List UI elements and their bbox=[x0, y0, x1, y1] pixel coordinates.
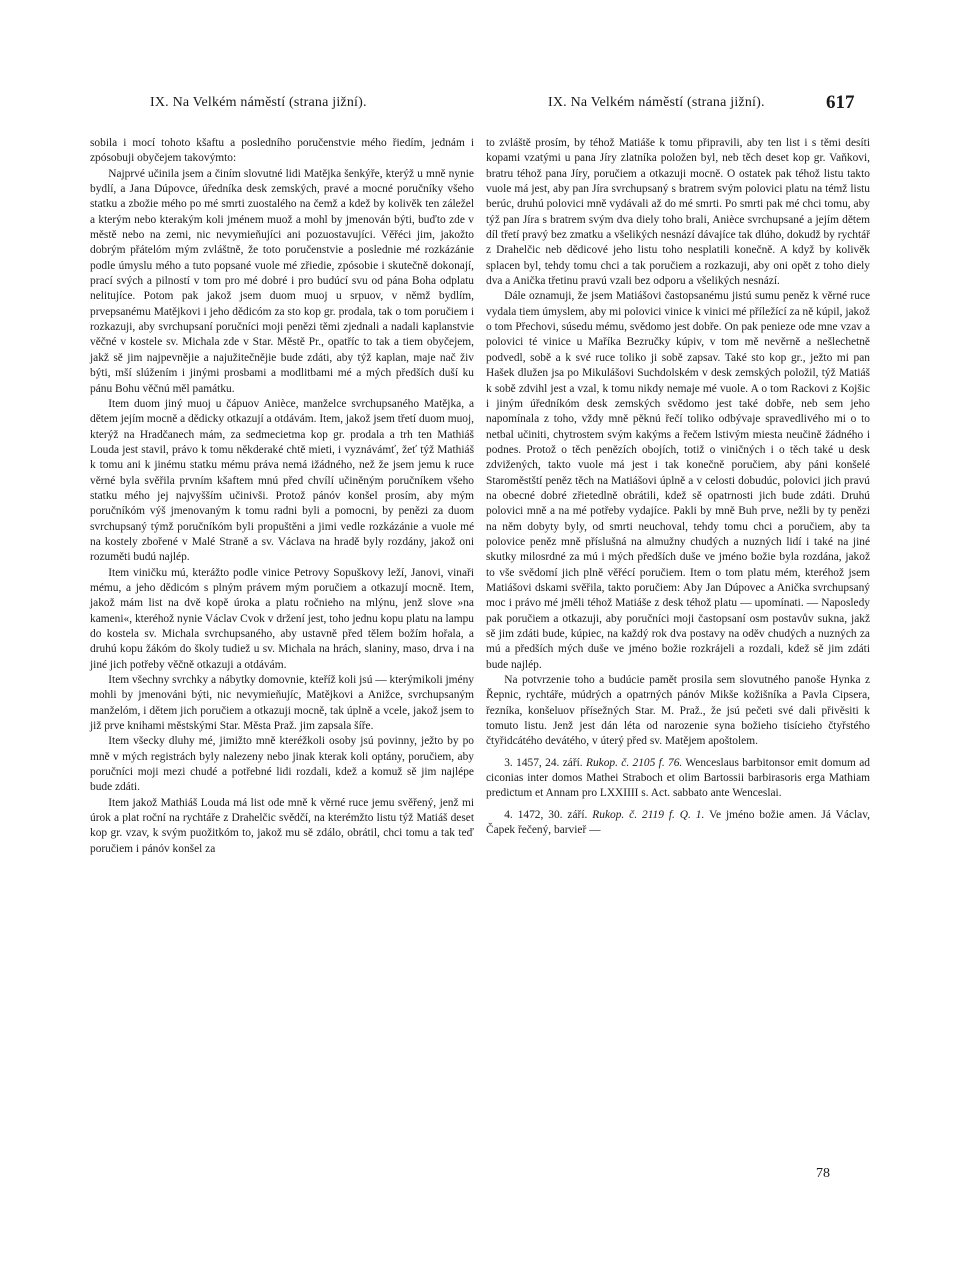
paragraph: Najprvé učinila jsem a činím slovutné lidi Matějka šenkýře, kterýž u mně nynie bydlí, a Jana Dúpovce, úředníka desk zemských, pravé a mocné poručníky všeho statku a zbožie mého po mé smrti zuostalého na čemž a kdež by kolivěk ten záležel a kterým nebo kterakým koli jménem muož a mohl by jmenován býti, buďto zde v městě nebo na zemi, nic nevymieňujíci ani pozuostavujíci. Věřéci jim, jakožto dobrým přátelóm mým zvláštně, že toto poručenstvie a poslednie mé rozkázánie podle úmyslu mého a tuto popsané vuole mé zřiedie, zpósobie i skutečně dokonají, prací svých a pilností v tom pro mé dobré i pro budúcí svu od pána Boha odplatu nelitujíce. Potom pak jakož jsem duom muoj u srpuov, v němž bydlím, prvepsanému Matějkovi i jeho dědicóm za sto kop gr. prodala, tak o tom poručiem i rozkazuji, aby svrchupsaní poručníci moji penězi těmi zjednali a nadali kaplanstvie věčné v kostele sv. Michala zde v Star. Městě Pr., opatříc to tak a tiem obyčejem, jakž sě jim najpevnějie a najužitečnějie bude zdáti, aby týž kaplan, maje nač živ býti, mší slúžením i jinými prosbami a modlitbami mé a mých předších duší ku pánu Bohu věčnú měl památku. bbox=[90, 167, 474, 395]
paragraph: sobila i mocí tohoto kšaftu a posledního poručenstvie mého řiedím, jednám i zpósobuji obyčejem takovýmto: bbox=[90, 137, 474, 165]
page-number: 617 bbox=[826, 92, 855, 113]
paragraph: Dále oznamuji, že jsem Matiášovi častopsanému jistú sumu peněz k věrné ruce vydala tiem úmyslem, aby mi polovici vinice k vinici mé příležící za ně kúpil, jakož o tom Přechovi, súsedu mému, svědomo jest dobře. On pak penieze ode mne vzav a polovici té vinice u Maříka Bezručky kúpiv, v tom mě nevěrně a nešlechetně podvedl, sobě a k své ruce toliko ji sobě zapsav. Také sto kop gr., ježto mi pan Hašek dlužen jsa po Mikulášovi Suchdolském v desk zemských položil, týž Matiáš k sobě zdvihl jest a vzal, k tomu nikdy nemaje mé vuole. A o tom Rackovi z Kojšic i jiným úředníkóm desk zemských svědomo jest také dobře, neb sem jeho napomínala z toho, vždy mně pěknú řečí toliko odbývaje spravedlivého mi o to netbal učiniti, chytrostem svým kakýms a řečem lstivým miesta neučině žádného i podnes. Protož o těch penězích obojích, totiž o viničných i o těch také u desk zdvižených, takto vuole má jest i tak konečně poručiem, aby páni konšelé Staroměstští peněz těch na Matiášovi úplně a v celosti dobudúc, polovici jich pravú na obecné dobré zřietedlně obrátili, kdež sě opatrnosti jich bude zdáti. Druhú polovici mně a na mé potřeby vydajíce. Pakli by mně Buh prve, nežli by ty penězi na něm dobyty byly, od smrti neuchoval, tehdy tomu chci a poručiem, aby ta polovice peněz mně příslušná na almužny chudých a nuzných lidí i také na jiné skutky milosrdné za mú i mých předších duše ve jméno božie byla rozdána, jakož to vše svědomí jich plně věřécí poručiem. Item o tom platu mém, kteréhož jsem Matiášovi dskami svěřila, takto poručiem: Aby Jan Dúpovec a Anička svrchupsaný moc i právo mé jměli téhož Matiáše z desk téhož platu — upomínati. — Naposledy pak poručiem a otkazuji, aby poručníci moji častopsaní osm postavův sukna, jakž sě jim zdáti bude, kúpiec, na každý rok dva postavy na oděv chudých a nuzných za mú a předších mých duše ve jméno božie rozkrájeli a rozdali, kdež sě jim zdáti bude najlép. bbox=[486, 290, 870, 671]
signature-mark: 78 bbox=[816, 1166, 830, 1181]
paragraph: Item viničku mú, kterážto podle vinice Petrovy Sopuškovy leží, Janovi, vinaři mému, a jeho dědicóm s plným právem mým poručiem a otkazují mocně. Item, jakož mám list na dvě kopě úroka a platu ročnieho na mlýnu, jenž slove »na kameni«, kteréhož nynie Václav Cvok v držení jest, toho jednu kopu platu na lampu do kostela sv. Michala svrchupsaného, aby ustavně před tělem božím hořala, a druhú kopu žákóm do školy tudiež u sv. Michala na hrách, slaniny, maso, drva i na jiné jich potřeby věčně otkazuji a otdávám. bbox=[90, 566, 474, 671]
entry-text: Wenceslaus barbitonsor emit domum ad ciconias inter domos Mathei Straboch et olim Bartossii barbirasoris erga Mathiam predictum et Annam pro LXXIIII s. Act. sabbato ante Wenceslai. bbox=[486, 756, 870, 800]
entry-text: Ve jméno božie amen. Já Václav, Čapek řečený, barvieř — bbox=[486, 808, 870, 837]
paragraph: Na potvrzenie toho a budúcie pamět prosila sem slovutného panoše Hynka z Řepnic, rychtáře, múdrých a opatrných pánóv Mikše kožišníka a Pavla Cipsera, řezníka, konšeluov přísežných Star. M. Praž., že jsú pečeti své dali přivěsiti k tomuto listu. Jenž jest dán léta od narozenie syna božieho tisícieho čtyřstého čtyřidcátého devátého, v úterý před sv. Matějem apoštolem. bbox=[486, 674, 870, 748]
archive-entry-3 bbox=[486, 756, 870, 802]
paragraph: Item jakož Mathiáš Louda má list ode mně k věrné ruce jemu svěřený, jenž mi úrok a plat roční na rychtáře z Drahelčic svědčí, na kterémžto listu týž Matiáš deset kop gr. vzav, k svým puožitkóm to, jakož mu sě zdálo, obrátil, chci tomu a tak teď poručiem i pánóv konšel za bbox=[90, 796, 474, 855]
paragraph: Item duom jiný muoj u čápuov Anièce, manželce svrchupsaného Matějka, a dětem jejím mocně a dědicky otkazují a otdávám. Item, jakož jsem třetí duom muoj, kterýž na Hradčanech mám, za sedmecietma kop gr. prodala a trh ten Mathiáš Louda jest stavil, právo k tomu někderaké chtě mieti, i vyznávámť, žeť týž Mathiáš k tomu ani k jinému statku mému práva nemá ižádného, než že jsem jemu k ruce věrné byla svěřila prvním kšaftem mnú před chvílí učiněným poručníkem všeho statku mého jej najvyšším učinivši. Protož pánóv konšel prosím, aby mým poručníkóm výš jmenovaným k tomu radni byli a pomocni, by penězi za duom svrchupsaný týmž poručníkóm byli propuštěni a jimi vedle rozkázánie a vuole mé na kostely zbořené v Malé Straně a sv. Václava na hradě byly rozdány, jakož oni rozuměti budú najlép. bbox=[90, 397, 475, 564]
right-column bbox=[486, 136, 870, 838]
running-header-right: IX. Na Velkém náměstí (strana jižní). bbox=[548, 95, 765, 110]
paragraph: Item všecky dluhy mé, jimižto mně kteréžkoli osoby jsú povinny, ježto by po mně v mých registrách byly nalezeny nebo jinak kterak koli optány, poručiem, aby poručníci moji mezi chudé a potřebné lidi rozdali, kdež a komuž sě jim najlépe bude zdáti. bbox=[90, 735, 474, 794]
entry-date: 1457, 24. září. bbox=[516, 756, 583, 769]
paragraph: Item všechny svrchky a nábytky domovnie, kteříž koli jsú — kterýmikoli jmény mohli by jmenováni býti, nic nevymieňujíc, Matějkovi a Anižce, svrchupsaným manželóm, i dětem jich poručiem a otkazuji mocně, tak úplně a vcele, jakož jsem to již prve knihami městskými Star. Města Praž. jim zapsala šíře. bbox=[90, 674, 474, 733]
entry-number: 4. bbox=[504, 808, 513, 821]
archive-entry-4 bbox=[486, 808, 870, 839]
entry-reference: Rukop. č. 2119 f. Q. 1. bbox=[592, 808, 705, 821]
left-column bbox=[90, 136, 474, 857]
running-header-left: IX. Na Velkém náměstí (strana jižní). bbox=[150, 95, 367, 110]
paragraph: to zvláště prosím, by téhož Matiáše k tomu připravili, aby ten list i s těmi desíti kopami vzatými u pana Jíry zlatníka položen byl, neb těch deset kop gr. Vaňkovi, bratru téhož pana Jíry, poručiem a otkazuji mocně. O ostatek pak téhož listu takto vuole má jest, aby pan Jíra svrchupsaný s bratrem svým polovici platu na témž listu berúc, druhú polovici mně vydávali až do mé smrti. Po smrti pak mé chci tomu, aby týž pan Jíra s bratrem svým dva diely toho brali, Anièce svrchupsané a jejím dětem díl třetí pravý bez zmatku a všelikých nesnází dávajíce tak dlúho, dokudž by rychtář z Drahelčic neb dědicové jeho listu toho nesplatili konečně. A když by kolivěk splacen byl, tehdy tomu chci a tak poručiem a rozkazuji, aby oni opět z toho diely dva a Anička třetinu pravú vzali bez odporu a všelikých nesnází. bbox=[486, 137, 870, 288]
entry-date: 1472, 30. září. bbox=[517, 808, 588, 821]
entry-reference: Rukop. č. 2105 f. 76. bbox=[585, 756, 683, 769]
entry-number: 3. bbox=[504, 756, 513, 769]
